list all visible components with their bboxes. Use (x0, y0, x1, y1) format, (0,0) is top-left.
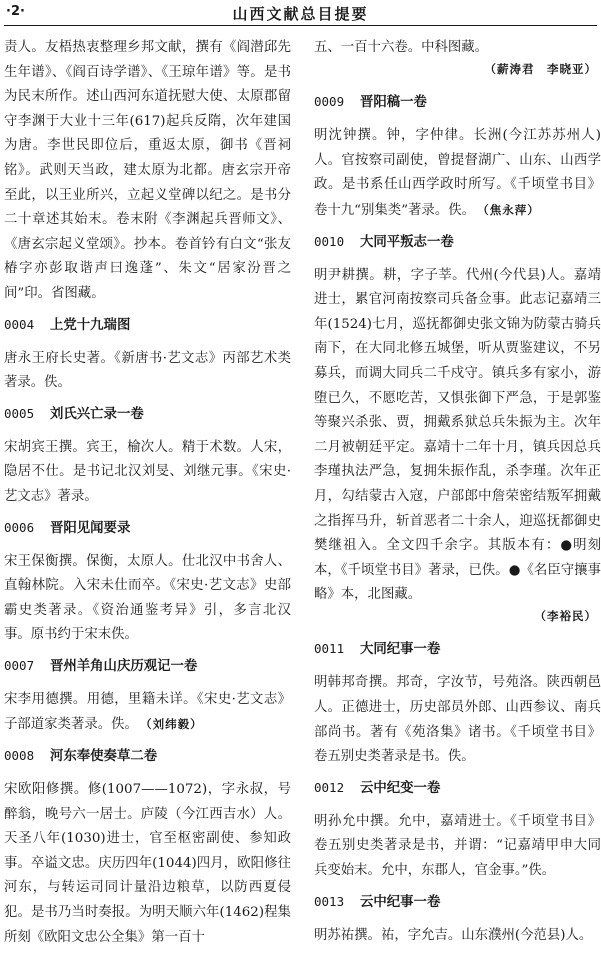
continuation-text: 五、一百十六卷。中科图藏。 (314, 40, 489, 55)
left-column (4, 36, 291, 956)
entry-0012 (314, 776, 601, 884)
entry-0004 (4, 313, 291, 396)
entry-title: 刘氏兴亡录一卷 (50, 406, 144, 422)
entry-title: 云中纪事一卷 (360, 894, 441, 910)
entry-number: 0007 (4, 657, 35, 673)
entry-author: （李裕民） (534, 608, 597, 623)
entry-text: 宋胡宾王撰。宾王，榆次人。精于术数。人宋，隐居不仕。是书记北汉刘旻、刘继元事。《宋史·艺文志》著录。 (4, 439, 291, 504)
page-number: ·2· (6, 4, 25, 19)
entry-title: 大同平叛志一卷 (360, 234, 454, 250)
running-title: 山西文献总目提要 (232, 5, 369, 23)
entry-number: 0013 (314, 893, 345, 909)
entry-title: 上党十九瑞图 (50, 317, 131, 333)
entry-title: 大同纪事一卷 (360, 642, 441, 658)
entry-text-content: 宋李用德撰。用德，里籍未详。《宋史·艺文志》子部道家类著录。佚。 (4, 691, 291, 733)
entry-text: 唐永王府长史著。《新唐书·艺文志》丙部艺术类著录。佚。 (4, 350, 291, 391)
entry-title: 晋州羊角山庆历观记一卷 (50, 658, 198, 674)
entry-text: 明尹耕撰。耕，字子莘。代州(今代县)人。嘉靖进士，累官河南按察司兵备佥事。此志记嘉靖三年(1524)七月，巡抚都御史张文锦为防蒙古骑兵南下，在大同北修五城堡，听从贾鉴建议，不另募兵，而调大同兵二千戍守。镇兵多有家小，游堕已久，不愿吃苦，又惧张御下严急，于是郭鉴等聚兴杀张、贾，拥戴系狱总兵朱振为主。次年二月被朝廷平定。嘉靖十二年十月，镇兵因总兵李瑾执法严急，复拥朱振作乱，杀李瑾。次年正月，勾结蒙古入寇，户部郎中詹荣密结叛军拥戴之指挥马升，斩首恶者二十余人，迎巡抚都御史樊继祖入。全文四千余字。其版本有：●明刻本，《千顷堂书目》著录，已佚。●《名臣守攘事略》本，北图藏。 (314, 267, 601, 603)
entry-0007 (4, 654, 291, 738)
entry-number: 0011 (314, 641, 345, 657)
entry-text (4, 688, 291, 738)
entry-heading (4, 402, 291, 428)
entry-author: （焦永萍） (483, 202, 540, 217)
entry-0009 (314, 90, 601, 223)
entry-number: 0009 (314, 94, 345, 110)
entry-title: 河东奉使奏草二卷 (50, 749, 158, 765)
entry-0005 (4, 402, 291, 510)
entry-title: 云中纪变一卷 (360, 780, 441, 796)
entry-heading (314, 637, 601, 663)
entry-0008 (4, 744, 291, 950)
entry-text: 宋王保衡撰。保衡，太原人。仕北汉中书舍人、直翰林院。入宋未仕而卒。《宋史·艺文志》史部霸史类著录。《资治通鉴考异》引，多言北汉事。原书约于宋末佚。 (4, 553, 291, 643)
right-column (314, 36, 601, 954)
entry-0010 (314, 230, 601, 630)
entry-heading (4, 654, 291, 680)
entry-author: （刘纬毅） (145, 717, 203, 732)
entry-text: 明韩邦奇撰。邦奇，字汝节，号苑洛。陕西朝邑人。正德进士，历史部员外郎、山西参议、南兵部尚书。著有《苑洛集》诸书。《千顷堂书目》卷五别史类著录是书。佚。 (314, 675, 601, 765)
entry-text-content: 明沈钟撰。钟，字仲律。长洲(今江苏苏州人)人。官按察司副使，曾提督湖广、山东、山西学政。是书系任山西学政时所写。《千顷堂书目》卷十九“别集类”著录。佚。 (314, 128, 601, 218)
entry-text: 明孙允中撰。允中，嘉靖进士。《千顷堂书目》卷五别史类著录是书，并谓：“记嘉靖甲申大同兵变始末。允中，东郡人，官金事。”佚。 (314, 813, 601, 879)
intro-text: 责人。友梧热衷整理乡邦文献，撰有《阎潜邱先生年谱》、《阎百诗学谱》、《王琼年谱》等。是书为民末所作。述山西河东道抚慰大使、太原郡留守李渊于大业十三年(617)起兵反隋，次年建国为唐。李世民即位后，重返太原，御书《晋祠铭》。武则天当政，建太原为北都。唐玄宗开帝至此，以王业所兴，立起义堂碑以纪之。是书分二十章述其始末。卷末附《李渊起兵晋师文》、《唐玄宗起义堂颂》。抄本。卷首钤有白文“张友椿字亦彭取谐声曰逸蓬”、朱文“居家汾晋之间”印。省图藏。 (4, 40, 291, 301)
entry-heading (4, 516, 291, 542)
header-rule (4, 25, 597, 26)
entry-text: 宋欧阳修撰。修(1007——1072)，字永叔，号醉翁，晚号六一居士。庐陵（今江西吉水）人。天圣八年(1030)进士，官至枢密副使、参知政事。卒谥文忠。庆历四年(1044)四月，欧阳修往河东，与转运司同计量沿边粮草，以防西夏侵犯。是书乃当时奏报。为明天顺六年(1462)程集所刻《欧阳文忠公全集》第一百十 (4, 782, 291, 945)
entry-0013 (314, 890, 601, 949)
entry-number: 0012 (314, 779, 345, 795)
entry-number: 0010 (314, 233, 345, 249)
entry-number: 0005 (4, 405, 35, 421)
entry-0006 (4, 516, 291, 648)
entry-text: 明苏祐撰。祐，字允吉。山东濮州(今范县)人。 (314, 927, 593, 943)
entry-number: 0008 (4, 748, 35, 764)
entry-text (314, 124, 601, 223)
entry-number: 0004 (4, 316, 35, 332)
entry-heading (314, 890, 601, 916)
entry-number: 0006 (4, 519, 35, 535)
entry-heading (314, 90, 601, 116)
entry-heading (4, 313, 291, 339)
entry-title: 晋阳稿一卷 (360, 95, 427, 111)
entry-0011 (314, 637, 601, 769)
entry-heading (314, 230, 601, 256)
continuation-author: （薪涛君 李晓亚） (484, 61, 597, 76)
entry-title: 晋阳见闻要录 (50, 520, 131, 536)
entry-heading (314, 776, 601, 802)
page-header (0, 0, 601, 26)
entry-heading (4, 744, 291, 770)
